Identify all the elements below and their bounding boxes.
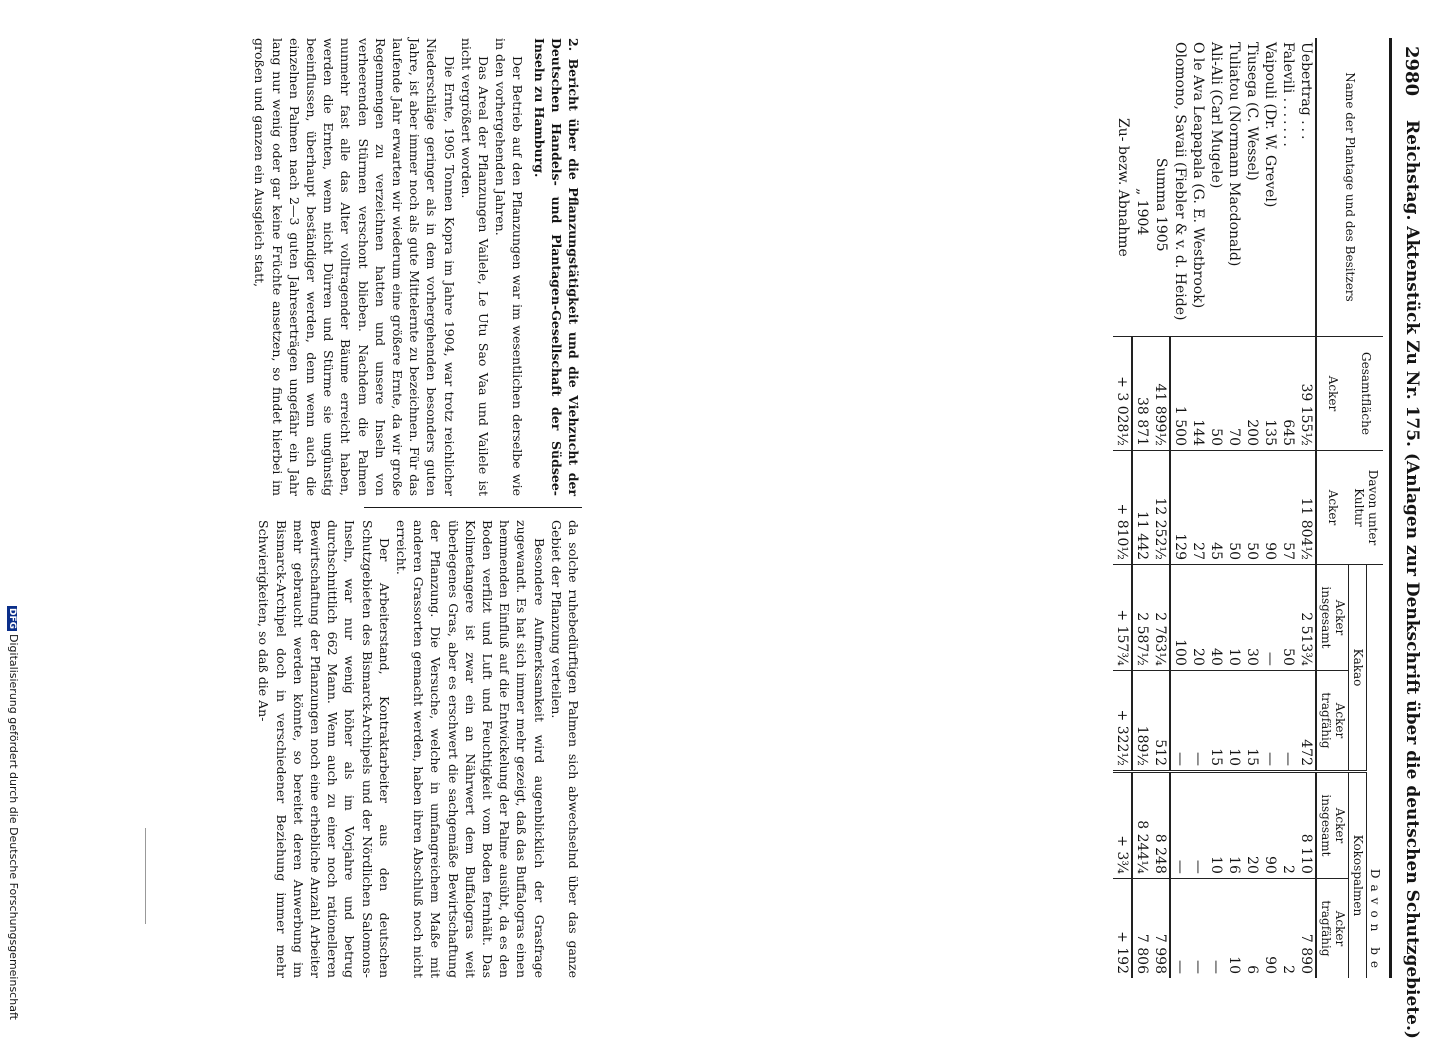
cell-cultivated: 57 <box>1279 451 1297 565</box>
cell-kakao-bearing: — <box>1189 670 1207 771</box>
cell-kakao-bearing: 189½ <box>1132 670 1151 771</box>
cell-kokos-bearing: 10 <box>1225 878 1243 978</box>
unit-cultivated: Acker <box>1316 451 1348 565</box>
col-cultivated-header: Davon unter Kultur <box>1349 451 1383 565</box>
cell-cultivated: 45 <box>1207 451 1225 565</box>
plantation-table <box>1113 38 1383 978</box>
table-row <box>1170 38 1189 978</box>
cell-kakao-total: 100 <box>1170 565 1189 671</box>
summary-row <box>1151 38 1170 978</box>
paragraph: Das Areal der Pflanzungen Vailele, Le Utu Sao Vaa und Vailele ist nicht vergrößert worden. <box>458 38 491 496</box>
cell-cultivated: 129 <box>1170 451 1189 565</box>
cell-kokos-bearing: 7 806 <box>1132 878 1151 978</box>
col-name-header: Name der Plantage und des Besitzers <box>1343 72 1358 302</box>
cell-kokos-bearing: 7 890 <box>1297 878 1316 978</box>
summary-label: Zu- bezw. Abnahme <box>1115 118 1132 257</box>
cell-kokos-total: 8 244¼ <box>1132 772 1151 879</box>
row-name: Falevili <box>1280 42 1297 94</box>
unit-kokos-bearing: Acker tragfähig <box>1316 878 1348 978</box>
left-text-column <box>251 38 582 496</box>
row-name: O le Ava Leapapala (G. E. Westbrook) <box>1190 42 1207 309</box>
cell-kakao-total: — <box>1261 565 1279 671</box>
cell-kakao-bearing: 512 <box>1151 670 1170 771</box>
cell-cultivated: 90 <box>1261 451 1279 565</box>
paragraph: da solche ruhebedürftigen Palmen sich abwechselnd über das ganze Gebiet der Pflanzung verteilen. <box>548 520 581 978</box>
table-row <box>1243 38 1261 978</box>
paragraph: Besondere Aufmerksamkeit wird augenblicklich der Grasfrage zugewandt. Es hat sich immer mehr gezeigt, daß das Buffalogras einen hemmenden Einfluß auf die Entwickelung der Palme ausübt, da es den Boden verfilzt und Luft und Feuchtigkeit vom Boden fernhält. Das Kolimetangere ist zwar ein an Nährwert dem Buffalogras weit überlegenes Gras, aber es erschwert die sachgemäße Bewirtschaftung der Pflanzung. Die Versuche, welche in umfangreichem Maße mit anderen Grassorten gemacht werden, haben ihren Abschluß noch nicht erreicht. <box>393 520 547 978</box>
header-rule <box>1389 38 1392 978</box>
cell-kokos-total: 2 <box>1279 772 1297 879</box>
summary-row <box>1113 38 1132 978</box>
cell-kakao-total: 50 <box>1279 565 1297 671</box>
footer-note-text: Digitalisierung gefördert durch die Deutsche Forschungsgemeinschaft <box>7 634 20 1020</box>
table-row <box>1207 38 1225 978</box>
cell-kokos-total: — <box>1170 772 1189 879</box>
cell-kakao-bearing: — <box>1279 670 1297 771</box>
table-row <box>1189 38 1207 978</box>
cell-kakao-total: 40 <box>1207 565 1225 671</box>
cell-kokos-bearing: — <box>1189 878 1207 978</box>
dfg-logo: DFG <box>7 608 17 630</box>
dfg-footer <box>7 606 20 1020</box>
group-kokos: Kokospalmen <box>1349 772 1366 979</box>
cell-kokos-bearing: — <box>1170 878 1189 978</box>
cell-total: 39 155½ <box>1297 337 1316 451</box>
cell-kakao-total: 20 <box>1189 565 1207 671</box>
cell-kakao-total: 2 587½ <box>1132 565 1151 671</box>
cell-cultivated: + 810½ <box>1113 451 1132 565</box>
row-name: Uebertrag <box>1298 42 1315 116</box>
cell-total: 135 <box>1261 337 1279 451</box>
cell-kakao-bearing: — <box>1170 670 1189 771</box>
summary-row <box>1132 38 1151 978</box>
cell-total: 38 871 <box>1132 337 1151 451</box>
col-davon-header: Davon be <box>1366 565 1383 979</box>
cell-kakao-bearing: 15 <box>1207 670 1225 771</box>
cell-kokos-bearing: 2 <box>1279 878 1297 978</box>
cell-kokos-total: + 3¾ <box>1113 772 1132 879</box>
paragraph: Die Ernte, 1905 Tonnen Kopra im Jahre 1904, war trotz reichlicher Niederschläge geringer als in dem vorhergehenden besonders guten Jahre, ist aber immer noch als gute Mittelernte zu bezeichnen. Für das laufende Jahr erwarten wir wiederum eine größere Ernte, da wir große Regenmengen zu verzeichnen hatten und unsere Inseln von verheerenden Stürmen verschont blieben. Nachdem die Palmen nunmehr fast alle das Alter volltragender Bäume erreicht haben, werden die Ernten, wenn nicht Dürren und Stürme sie ungünstig beeinflussen, überhaupt beständiger werden, denn wenn auch die einzelnen Palmen nach 2—3 guten Jahreserträgen ungefähr ein Jahr lang nur wenig oder gar keine Früchte ansetzen, so findet hierbei im großen und ganzen ein Ausgleich statt, <box>252 38 457 496</box>
table-head-row-1 <box>1366 38 1383 978</box>
row-name: Tiusega (C. Wessel) <box>1244 42 1261 181</box>
cell-total: 41 899½ <box>1151 337 1170 451</box>
table-row <box>1225 38 1243 978</box>
cell-kakao-total: 2 763¼ <box>1151 565 1170 671</box>
cell-kokos-total: 8 248 <box>1151 772 1170 879</box>
cell-cultivated: 50 <box>1225 451 1243 565</box>
cell-kakao-total: 10 <box>1225 565 1243 671</box>
section-heading: 2. Bericht über die Pflanzungstätigkeit und die Viehzucht der Deutschen Handels- und Plantagen-Gesellschaft der Südsee-Inseln zu Hamburg. <box>531 38 581 496</box>
page-title: Reichstag. Aktenstück Zu Nr. 175. (Anlagen zur Denkschrift über die deutschen Schutzgebiete.) <box>1402 120 1422 1039</box>
summary-label: „ 1904 <box>1134 188 1151 236</box>
unit-kakao-total: Acker insgesamt <box>1316 565 1348 671</box>
cell-cultivated: 50 <box>1243 451 1261 565</box>
cell-kokos-bearing: 7 998 <box>1151 878 1170 978</box>
table-row: Uebertrag ... 39 155½ 11 804½ 2 513¾ 472 8 110 7 890 <box>1297 38 1316 978</box>
cell-total: 200 <box>1243 337 1261 451</box>
row-name: Tuliatou (Normann Macdonald) <box>1226 42 1243 267</box>
cell-kakao-bearing: 15 <box>1243 670 1261 771</box>
cell-kakao-total: + 157¾ <box>1113 565 1132 671</box>
cell-kokos-total: 8 110 <box>1297 772 1316 879</box>
cell-kakao-bearing: 10 <box>1225 670 1243 771</box>
cell-total: 144 <box>1189 337 1207 451</box>
summary-label: Summa 1905 <box>1153 158 1170 252</box>
row-name: Ali-Ali (Carl Mugele) <box>1208 42 1225 189</box>
page-number: 2980 <box>1401 46 1422 97</box>
cell-kakao-bearing: — <box>1261 670 1279 771</box>
unit-total: Acker <box>1316 337 1348 451</box>
unit-kakao-bearing: Acker tragfähig <box>1316 670 1348 771</box>
cell-kokos-bearing: 6 <box>1243 878 1261 978</box>
cell-kokos-bearing: 90 <box>1261 878 1279 978</box>
unit-kokos-total: Acker insgesamt <box>1316 772 1348 879</box>
cell-kakao-total: 30 <box>1243 565 1261 671</box>
row-name: Olomono, Savaii (Fiebler & v. d. Heide) <box>1172 42 1189 321</box>
cell-cultivated: 11 804½ <box>1297 451 1316 565</box>
cell-cultivated: 12 252½ <box>1151 451 1170 565</box>
cell-kokos-bearing: + 192 <box>1113 878 1132 978</box>
cell-kakao-total: 2 513¾ <box>1297 565 1316 671</box>
margin-mark <box>145 828 146 924</box>
cell-total: 50 <box>1207 337 1225 451</box>
group-kakao: Kakao <box>1349 565 1366 772</box>
cell-kakao-bearing: 472 <box>1297 670 1316 771</box>
cell-total: 70 <box>1225 337 1243 451</box>
paragraph: Der Betrieb auf den Pflanzungen war im wesentlichen derselbe wie in den vorhergehenden Jahren. <box>493 38 526 496</box>
cell-kokos-total: 16 <box>1225 772 1243 879</box>
cell-kokos-total: 10 <box>1207 772 1225 879</box>
table-row: Falevili ....... 645 57 50 — 2 2 <box>1279 38 1297 978</box>
cell-kokos-total: 20 <box>1243 772 1261 879</box>
cell-kokos-total: — <box>1189 772 1207 879</box>
table-row <box>1261 38 1279 978</box>
cell-total: 645 <box>1279 337 1297 451</box>
cell-cultivated: 11 442 <box>1132 451 1151 565</box>
cell-cultivated: 27 <box>1189 451 1207 565</box>
cell-kokos-total: 90 <box>1261 772 1279 879</box>
cell-kokos-bearing: — <box>1207 878 1225 978</box>
col-total-header: Gesamtfläche <box>1349 337 1383 451</box>
cell-kakao-bearing: + 322½ <box>1113 670 1132 771</box>
paragraph: Der Arbeiterstand, Kontraktarbeiter aus den deutschen Schutzgebieten des Bismarck-Archipels und der Nördlichen Salomons-Inseln, war nur wenig höher als im Vorjahre und betrug durchschnittlich 662 Mann. Wenn auch zu einer noch rationelleren Bewirtschaftung der Pflanzungen noch eine erhebliche Anzahl Arbeiter mehr gebraucht werden könnte, so bereitet deren Anwerbung im Bismarck-Archipel doch in verschiedener Beziehung immer mehr Schwierigkeiten, so daß die An- <box>256 520 392 978</box>
row-name: Vaipouli (Dr. W. Grevel) <box>1262 42 1279 208</box>
cell-total: + 3 028½ <box>1113 337 1132 451</box>
cell-total: 1 500 <box>1170 337 1189 451</box>
right-text-column <box>255 520 582 978</box>
column-divider <box>364 507 582 508</box>
